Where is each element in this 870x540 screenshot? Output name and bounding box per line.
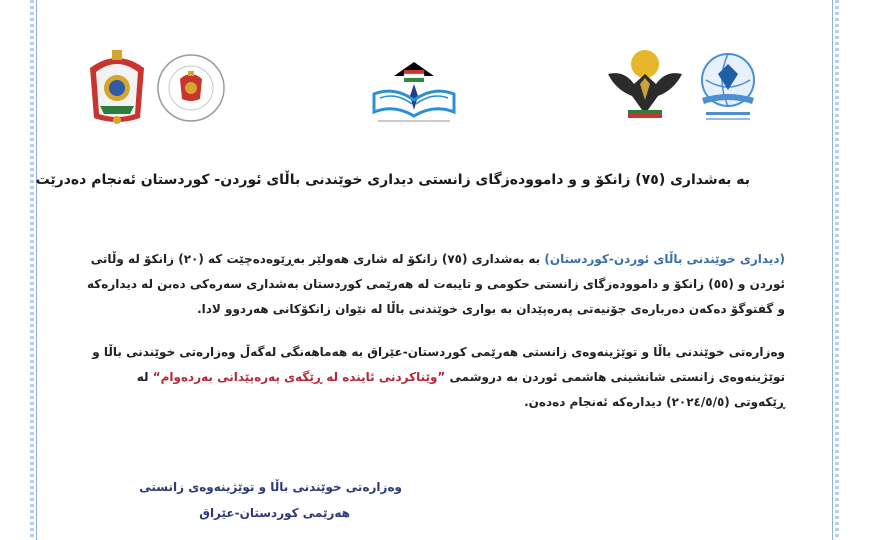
mhe-globe-icon [692,50,764,124]
higher-education-forum-logo [364,50,464,128]
jordan-royal-emblem-logo [82,48,152,126]
kurdistan-region-emblem-logo [604,44,686,122]
forum-slogan: ”وێناکردنی ئاینده لە ڕێگەی پەرەپێدانی بەردەوام“ [152,370,446,384]
ministry-seal-icon [156,53,226,123]
kurdistan-eagle-icon [604,44,686,122]
announcement-paragraph-1 [85,247,785,322]
paragraph-1-text: بە بەشداری (٧٥) زانکۆ لە شاری هەولێر بەڕێوەدەچێت کە (٢٠) زانکۆ لە وڵاتی ئوردن و (٥٥) زانکۆ و داموودەزگای زانستی حکومی و تایبەت لە هەرێمی کوردستان بەشداری سەرەکی دەبن لە دیدارەکە و گفتوگۆ دەکەن دەربارەی جۆنیەتی پەرەپێدان بە بواری خوێندنی باڵا لە نێوان زانکۆکانی هەردوو لادا. [87,252,785,316]
jordan-emblem-icon [82,48,152,126]
signature-ministry-name: وەزارەتی خوێندنی باڵا و توێژینەوەی زانستی [139,480,402,494]
forum-book-icon [364,50,464,128]
announcement-paragraph-2 [85,340,785,415]
forum-name-highlight: (دیداری خوێندنی باڵای ئوردن-کوردستان) [544,252,785,266]
ministry-higher-education-logo [692,50,764,124]
decorative-border-left [30,0,38,540]
signature-region-name: هەرێمی کوردستان-عێراق [199,506,350,520]
paragraph-2-text-after: لە ڕێکەوتی (٢٠٢٤/٥/٥) دیدارەکە ئەنجام دەدەن. [136,370,785,409]
announcement-headline: بە بەشداری (٧٥) زانکۆ و و داموودەزگای زانستی دیداری خوێندنی باڵای ئوردن- کوردستان ئەنجام دەدرێت [35,172,750,188]
paragraph-2-text-before: وەزارەتی خوێندنی باڵا و توێژینەوەی زانستی هەرێمی کوردستان-عێراق بە هەماهەنگی لەگەڵ وەزارەتی خوێندنی باڵا و توێژینەوەی زانستی شانشینی هاشمی ئوردن بە دروشمی [92,345,785,384]
decorative-border-right [832,0,840,540]
jordan-ministry-seal-logo [156,53,226,123]
